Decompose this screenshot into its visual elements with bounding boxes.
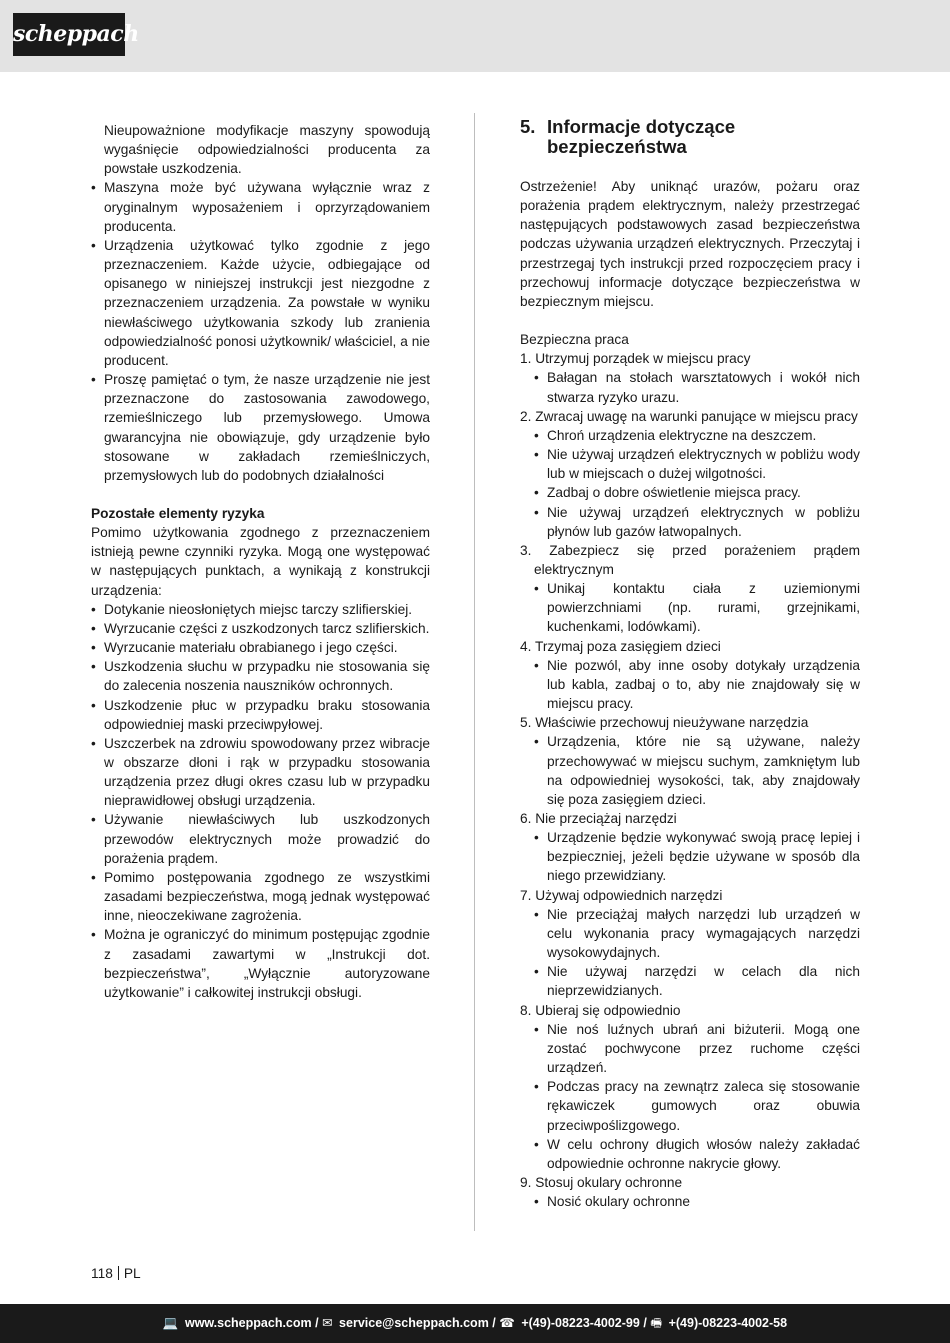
list-item: • Nosić okulary ochronne	[534, 1194, 691, 1210]
safe-work-heading: Bezpieczna praca	[520, 332, 629, 348]
rule-bullets	[520, 426, 860, 541]
page-header	[0, 0, 950, 72]
rule-title: 9. Stosuj okulary ochronne	[520, 1174, 683, 1190]
list-item: • Unikaj kontaktu ciała z uziemionymi powierzchniami (np. rurami, grzejnikami, kuchenkami, lodówkami).	[534, 581, 860, 635]
list-item: • Bałagan na stołach warsztatowych i wokół nich stwarza ryzyko urazu.	[534, 370, 860, 405]
rule-title: 2. Zwracaj uwagę na warunki panujące w miejscu pracy	[520, 408, 858, 424]
list-item: • Chroń urządzenia elektryczne na deszczem.	[534, 427, 817, 443]
right-column	[520, 177, 860, 1211]
phone-icon: ☎	[499, 1316, 515, 1330]
scheppach-logo: scheppach	[13, 13, 125, 56]
list-item: • Nie używaj narzędzi w celach dla nich nieprzewidzianych.	[534, 964, 860, 999]
rule-bullets	[520, 656, 860, 713]
page-number: 118 PL	[91, 1266, 141, 1281]
list-item: • Uszkodzenia słuchu w przypadku nie stosowania się do zalecenia noszenia nauszników ochronnych.	[91, 659, 430, 694]
list-item: • Uszkodzenie płuc w przypadku braku stosowania odpowiedniej maski przeciwpyłowej.	[91, 697, 430, 732]
list-item: • Wyrzucanie części z uszkodzonych tarcz szlifierskich.	[91, 620, 430, 636]
rule-bullets	[520, 905, 860, 1001]
email-icon: ✉	[322, 1316, 333, 1330]
risk-bullet-list	[91, 600, 430, 1002]
list-item: • Nie używaj urządzeń elektrycznych w pobliżu wody lub w miejscach o dużej wilgotności.	[534, 447, 860, 482]
email-link[interactable]: service@scheppach.com	[339, 1316, 489, 1330]
rule-title: 1. Utrzymuj porządek w miejscu pracy	[520, 351, 751, 367]
list-item: • Można je ograniczyć do minimum postępując zgodnie z zasadami zawartymi w „Instrukcji dot. bezpieczeństwa”, „Wyłącznie autoryzowane użytkowanie” i całkowitej instrukcji obsługi.	[91, 927, 430, 1000]
rule-title: 6. Nie przeciążaj narzędzi	[520, 811, 677, 826]
list-item: • Nie przeciążaj małych narzędzi lub urządzeń w celu wykonania pracy wymagających narzędzi wysokowydajnych.	[534, 906, 860, 961]
list-item: • Nie pozwól, aby inne osoby dotykały urządzenia lub kabla, zadbaj o to, aby nie znajdowały się w miejscu pracy.	[534, 657, 860, 712]
rule-title: 4. Trzymaj poza zasięgiem dzieci	[520, 638, 721, 654]
list-item: • Nie używaj urządzeń elektrycznych w pobliżu płynów lub gazów łatwopalnych.	[534, 504, 860, 539]
list-item: • Dotykanie nieosłoniętych miejsc tarczy szlifierskiej.	[91, 601, 413, 617]
rule-title: 7. Używaj odpowiednich narzędzi	[520, 887, 723, 903]
list-item: • Maszyna może być używana wyłącznie wraz z oryginalnym wyposażeniem i oprzyrządowaniem producenta.	[91, 180, 430, 234]
column-divider	[474, 113, 475, 1231]
list-item: • Uszczerbek na zdrowiu spowodowany przez wibracje w obszarze dłoni i rąk w przypadku stosowania urządzenia przez długi okres czasu lub w przypadku nieprawidłowej obsługi urządzenia.	[91, 735, 430, 809]
risk-intro: Pomimo użytkowania zgodnego z przeznaczeniem istnieją pewne czynniki ryzyka. Mogą one występować w następujących punktach, a wynikają z konstrukcji urządzenia:	[91, 525, 430, 598]
list-item: • Zadbaj o dobre oświetlenie miejsca pracy.	[534, 485, 801, 501]
list-item: • Urządzenia, które nie są używane, należy przechowywać w miejscu suchym, zamkniętym lub na odpowiedniej wysokości, tak, aby znajdowały się poza zasięgiem dzieci.	[534, 734, 860, 807]
section-title	[520, 117, 865, 157]
fax-icon: 🖷	[650, 1316, 663, 1330]
warning-paragraph: Ostrzeżenie! Aby uniknąć urazów, pożaru oraz porażenia prądem elektrycznym, należy przestrzegać następujących podstawowych zasad bezpieczeństwa podczas używania urządzeń elektrycznych. Przeczytaj i przestrzegaj tych instrukcji przed rozpoczęciem pracy i przechowuj informacje dotyczące bezpieczeństwa w bezpiecznym miejscu.	[520, 179, 860, 309]
rule-bullets	[520, 828, 860, 885]
rule-bullets	[520, 1192, 860, 1211]
list-item: • Urządzenia użytkować tylko zgodnie z jego przeznaczeniem. Każde użycie, odbiegające od opisanego w niniejszej instrukcji jest niezgodne z przeznaczeniem urządzenia. Za powstałe w wyniku niewłaściwego użytkowania szkody lub zranienia odpowiedzialność ponosi użytkownik/ właściciel, a nie producent.	[91, 237, 430, 368]
left-column	[91, 121, 430, 1002]
rule-bullets	[520, 579, 860, 636]
list-item: • Urządzenie będzie wykonywać swoją pracę lepiej i bezpieczniej, jeżeli będzie używane w sposób dla niego przewidziany.	[534, 830, 860, 884]
page-footer: 💻 www.scheppach.com / ✉ service@scheppach.com / ☎ +(49)-08223-4002-99 / 🖷 +(49)-08223-4002-58	[0, 1304, 950, 1343]
list-item: • Podczas pracy na zewnątrz zaleca się stosowanie rękawiczek gumowych oraz obuwia przeciwpoślizgowego.	[534, 1079, 860, 1133]
fax-number: +(49)-08223-4002-58	[668, 1316, 788, 1330]
list-item: • Proszę pamiętać o tym, że nasze urządzenie nie jest przeznaczone do zastosowania zawodowego, rzemieślniczego lub przemysłowego. Umowa gwarancyjna nie obowiązuje, gdy urządzenie było stosowane w zakładach rzemieślniczych, przemysłowych lub do podobnych działalności	[91, 372, 430, 483]
list-item: • Pomimo postępowania zgodnego ze wszystkimi zasadami bezpieczeństwa, mogą jednak występować inne, nieoczekiwane zagrożenia.	[91, 869, 430, 924]
rule-title: 8. Ubieraj się odpowiednio	[520, 1002, 681, 1018]
list-item: • Wyrzucanie materiału obrabianego i jego części.	[91, 640, 398, 656]
risk-heading: Pozostałe elementy ryzyka	[91, 505, 265, 521]
intro-paragraph: Nieupoważnione modyfikacje maszyny spowodują wygaśnięcie odpowiedzialności producenta za powstałe uszkodzenia.	[104, 123, 430, 177]
list-item: • Nie noś luźnych ubrań ani biżuterii. Mogą one zostać pochwycone przez ruchome części urządzeń.	[534, 1021, 860, 1076]
usage-bullet-list	[91, 178, 430, 485]
section-number: 5.	[520, 116, 536, 137]
computer-icon: 💻	[162, 1316, 179, 1330]
list-item: • Używanie niewłaściwych lub uszkodzonych przewodów elektrycznych może prowadzić do porażenia prądem.	[91, 812, 430, 866]
website-link[interactable]: www.scheppach.com	[184, 1316, 312, 1330]
rule-bullets	[520, 1020, 860, 1173]
phone-number: +(49)-08223-4002-99	[521, 1316, 640, 1330]
rule-title: 3. Zabezpiecz się przed porażeniem prądem elektrycznym	[520, 542, 860, 577]
section-title-text: Informacje dotyczące bezpieczeństwa	[547, 116, 736, 157]
rule-bullets	[520, 732, 860, 809]
rule-title: 5. Właściwie przechowuj nieużywane narzędzia	[520, 715, 809, 731]
rule-bullets	[520, 368, 860, 406]
list-item: • W celu ochrony długich włosów należy zakładać odpowiednie ochronne nakrycie głowy.	[534, 1136, 860, 1171]
